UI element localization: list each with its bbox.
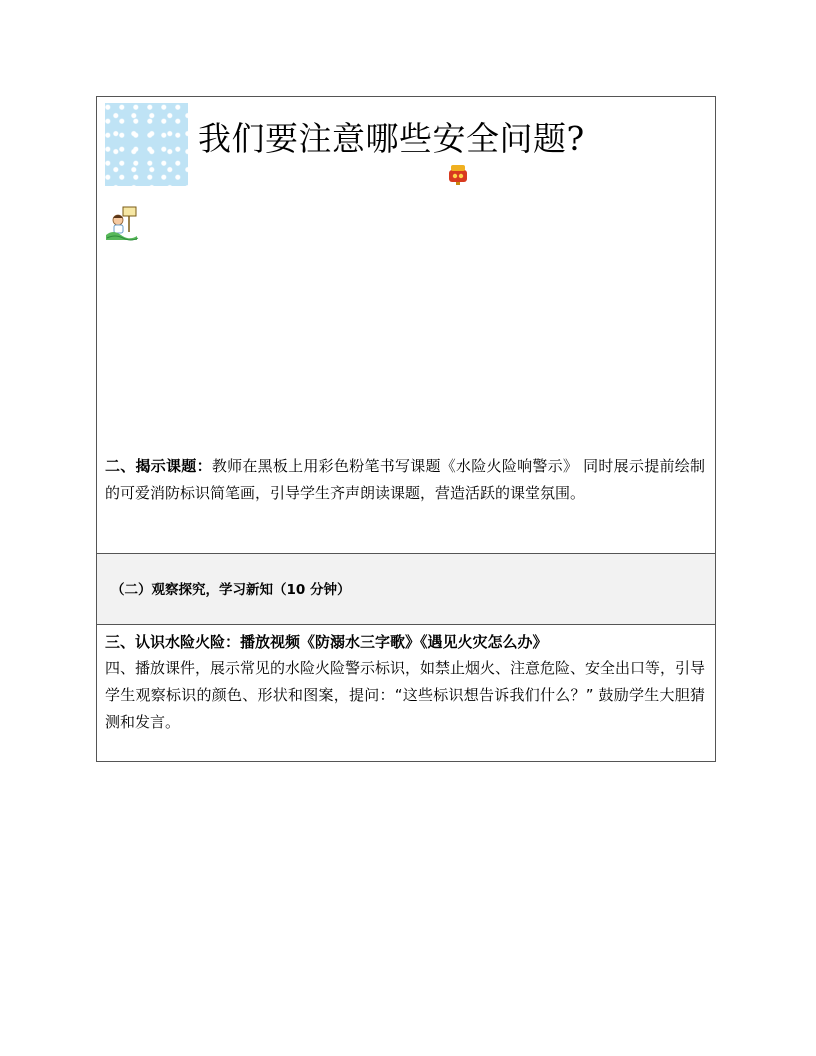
- activity-cell: [97, 625, 715, 762]
- step-four-paragraph: 四、播放课件，展示常见的水险火险警示标识，如禁止烟火、注意危险、安全出口等，引导学生观察标识的颜色、形状和图案，提问：“这些标识想告诉我们什么？” 鼓励学生大胆猜测和发言。: [105, 659, 706, 731]
- intro-cell: [97, 97, 715, 554]
- step-two-lead: 二、揭示课题：: [105, 457, 212, 475]
- section-heading-cell: [97, 554, 715, 625]
- lantern-icon: [446, 161, 470, 185]
- lesson-table: [96, 96, 716, 762]
- kid-with-sign-icon: [105, 205, 139, 241]
- step-two-paragraph: [105, 453, 705, 507]
- step-two-body: 教师在黑板上用彩色粉笔书写课题《水险火险响警示》 同时展示提前绘制的可爱消防标识简笔画，引导学生齐声朗读课题，营造活跃的课堂氛围。: [105, 457, 705, 502]
- section-heading: （二）观察探究，学习新知（10 分钟）: [111, 582, 351, 598]
- step-three-paragraph: 三、认识水险火险：播放视频《防溺水三字歌》《遇见火灾怎么办》: [105, 633, 548, 651]
- page-title: 我们要注意哪些安全问题?: [198, 119, 585, 158]
- sky-pattern-image: [105, 103, 188, 186]
